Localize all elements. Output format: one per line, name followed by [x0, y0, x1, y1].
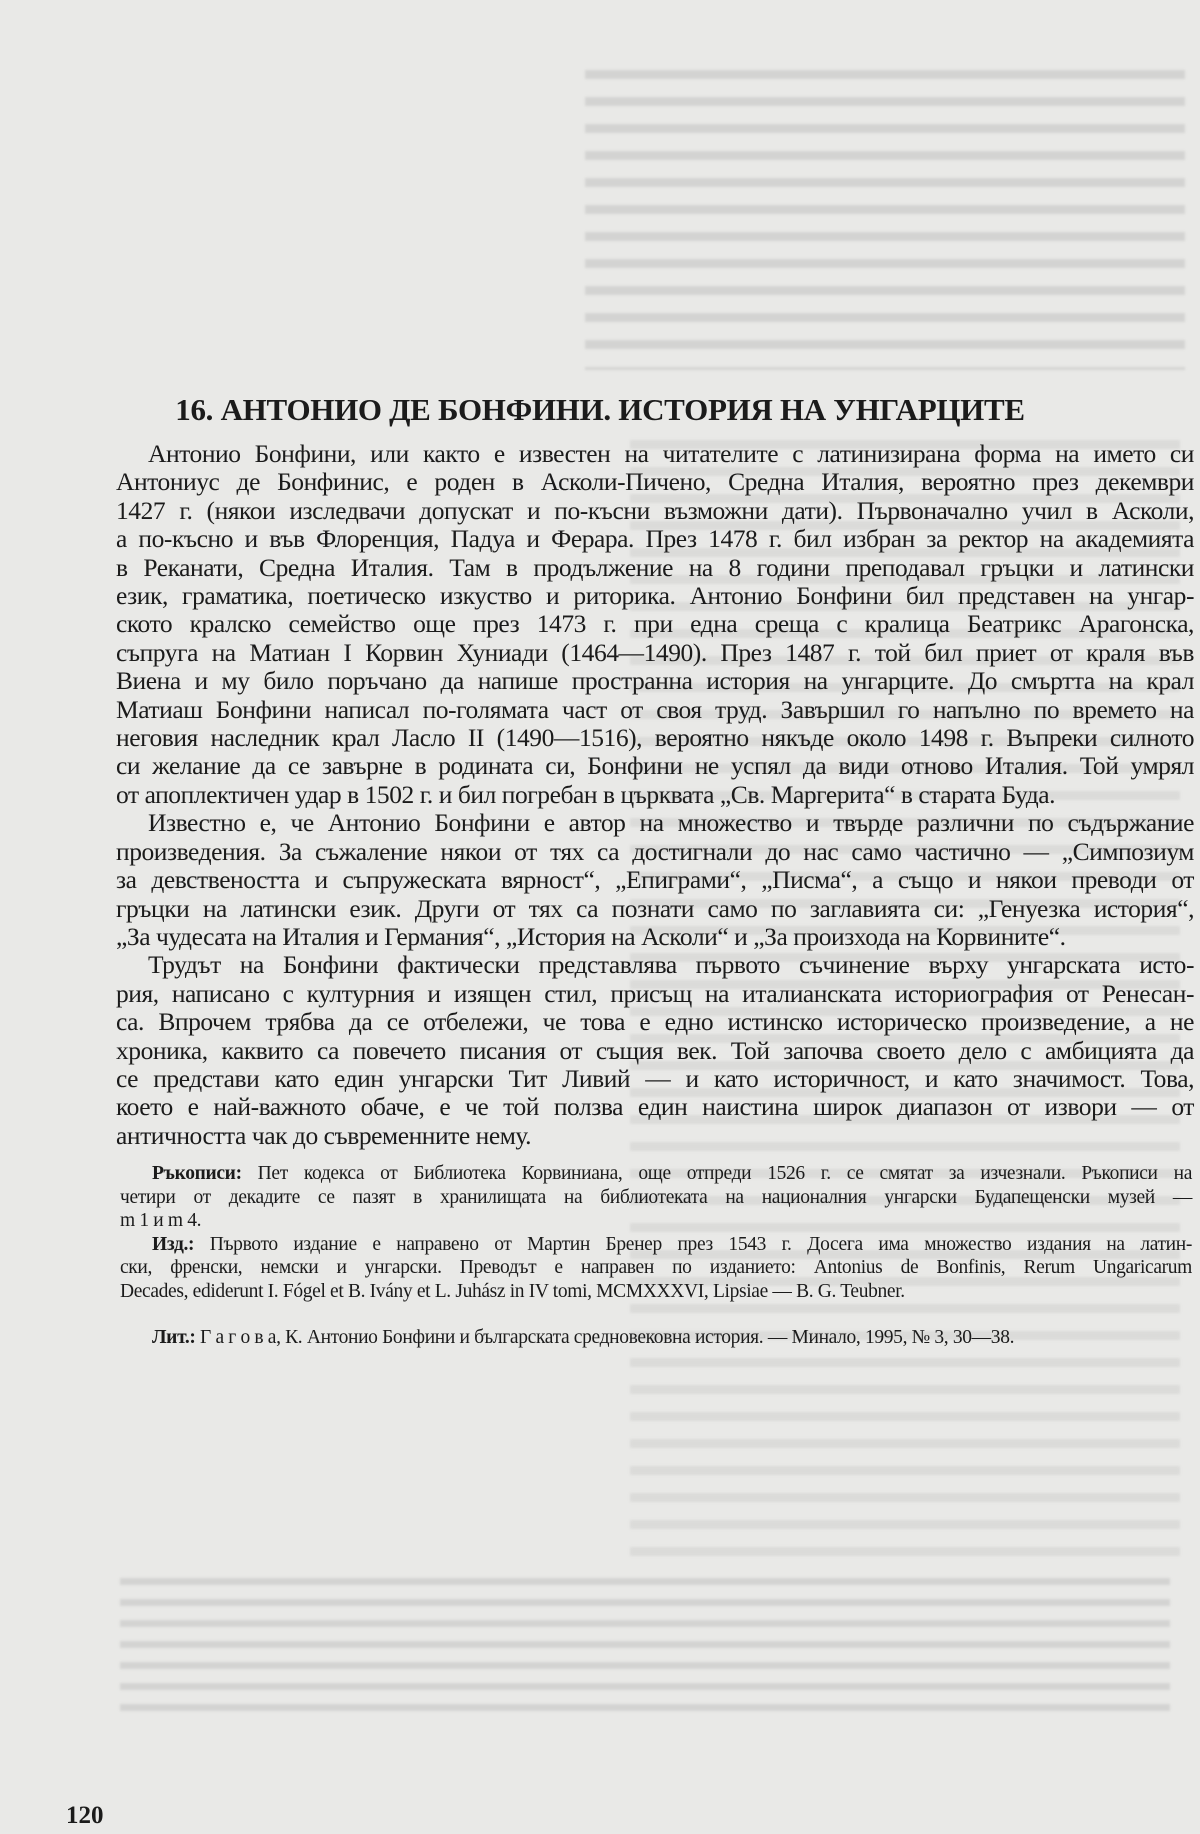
text-line: Антониус де Бонфинис, е роден в Асколи-Пичено, Средна Италия, вероятно през декември — [116, 467, 1194, 497]
literature-label: Лит.: — [152, 1326, 196, 1348]
note-line: Decades, ediderunt I. Fógel et B. Ivány et L. Juhász in IV tomi, MCMXXXVI, Lipsiae — B. G. Teubner. — [120, 1280, 905, 1302]
bibliographic-notes — [120, 1162, 1192, 1349]
text-line: Антонио Бонфини, или както е известен на читателите с латинизирана форма на името си — [148, 439, 1194, 468]
manuscripts-note — [120, 1162, 1192, 1233]
paragraph-3 — [116, 951, 1194, 1150]
note-line: m 1 и m 4. — [120, 1210, 202, 1232]
manuscripts-label: Ръкописи: — [152, 1163, 242, 1184]
bleed-through-top — [585, 70, 1185, 370]
text-line: неговия наследник крал Ласло II (1490—1516), вероятно някъде около 1498 г. Въпреки силното — [116, 723, 1194, 753]
main-text — [116, 440, 1194, 1150]
text-line: Матиаш Бонфини написал по-голямата част от своя труд. Завършил го напълно по времето на — [116, 694, 1194, 724]
text-line: Виена и му било поръчано да напише пространна история на унгарците. До смъртта на крал — [116, 666, 1194, 696]
text-line: гръцки на латински език. Други от тях са познати само по заглавията си: „Генуезка история“, — [116, 893, 1194, 923]
text-line: Трудът на Бонфини фактически представлява първото съчинение върху унгарската исто- — [148, 950, 1194, 980]
text-line: рия, написано с културния и изящен стил, присъщ на италианската историография от Ренесан- — [116, 978, 1194, 1008]
text-line: античността чак до съвременните нему. — [116, 1120, 532, 1150]
note-line: ски, френски, немски и унгарски. Преводът е направен по изданието: Antonius de Bonfinis, Rerum Ungaricarum — [120, 1257, 1192, 1279]
text-line: език, граматика, поетическо изкуство и риторика. Антонио Бонфини бил представен на унгар- — [116, 581, 1194, 611]
text-line: хроника, каквито са повечето писания от същия век. Той започва своето дело с амбицията да — [116, 1035, 1194, 1065]
note-text: Г а г о в а, К. Антонио Бонфини и българската средновековна история. — Минало, 1995, № 3, 30—38. — [195, 1326, 1015, 1348]
text-line: си желание да се завърне в родината си, Бонфини не успял да види отново Италия. Той умрял — [116, 751, 1194, 781]
text-line: са. Впрочем трябва да се отбележи, че това е едно истинско историческо произведение, а не — [116, 1007, 1194, 1037]
note-line — [120, 1326, 1192, 1350]
text-line: 1427 г. (някои изследвачи допускат и по-късни възможни дати). Първоначално учил в Асколи, — [116, 495, 1194, 525]
text-line: се представи като един унгарски Тит Ливий — и като историчност, и като значимост. Това, — [116, 1063, 1194, 1093]
text-line: от апоплектичен удар в 1502 г. и бил погребан в църквата „Св. Маргерита“ в старата Буда. — [116, 779, 1056, 809]
page-number: 120 — [66, 1802, 104, 1829]
note-line: четири от декадите се пазят в хранилищата на библиотеката на националния унгарски Будапещенски музей — — [120, 1186, 1192, 1208]
text-line: ското кралско семейство още през 1473 г. при една среща с кралица Беатрикс Арагонска, — [116, 609, 1194, 639]
note-line — [120, 1233, 1192, 1257]
text-line: в Реканати, Средна Италия. Там в продължение на 8 години преподавал гръцки и латински — [116, 552, 1194, 582]
text-line: което е най-важното обаче, е че той ползва един наистина широк диапазон от извори — от — [116, 1092, 1194, 1122]
paragraph-1 — [116, 440, 1194, 809]
note-text: Пет кодекса от Библиотека Корвиниана, още отпреди 1526 г. се смятат за изчезнали. Ръкописи на — [241, 1163, 1192, 1184]
literature-note — [120, 1326, 1192, 1350]
editions-label: Изд.: — [152, 1233, 195, 1255]
text-line: „За чудесата на Италия и Германия“, „История на Асколи“ и „За произхода на Корвините“. — [116, 921, 1066, 951]
text-line: Известно е, че Антонио Бонфини е автор на множество и твърде различни по съдържание — [148, 808, 1194, 838]
bleed-through-footnotes — [120, 1578, 1170, 1718]
text-line: а по-късно и във Флоренция, Падуа и Ферара. През 1478 г. бил избран за ректор на академията — [116, 524, 1194, 554]
text-line: съпруга на Матиан I Корвин Хуниади (1464—1490). През 1487 г. той бил приет от краля във — [116, 637, 1194, 667]
editions-note — [120, 1233, 1192, 1304]
note-text: Първото издание е направено от Мартин Бренер през 1543 г. Досега има множество издания на латин- — [194, 1233, 1192, 1255]
text-line: за девствеността и съпружеската вярност“, „Епиграми“, „Писма“, а също и някои преводи от — [116, 865, 1194, 895]
paragraph-2 — [116, 809, 1194, 951]
text-line: произведения. За съжаление някои от тях са достигнали до нас само частично — „Симпозиум — [116, 836, 1194, 866]
note-line — [120, 1162, 1192, 1186]
section-title: 16. АНТОНИО ДЕ БОНФИНИ. ИСТОРИЯ НА УНГАРЦИТЕ — [175, 392, 1025, 427]
